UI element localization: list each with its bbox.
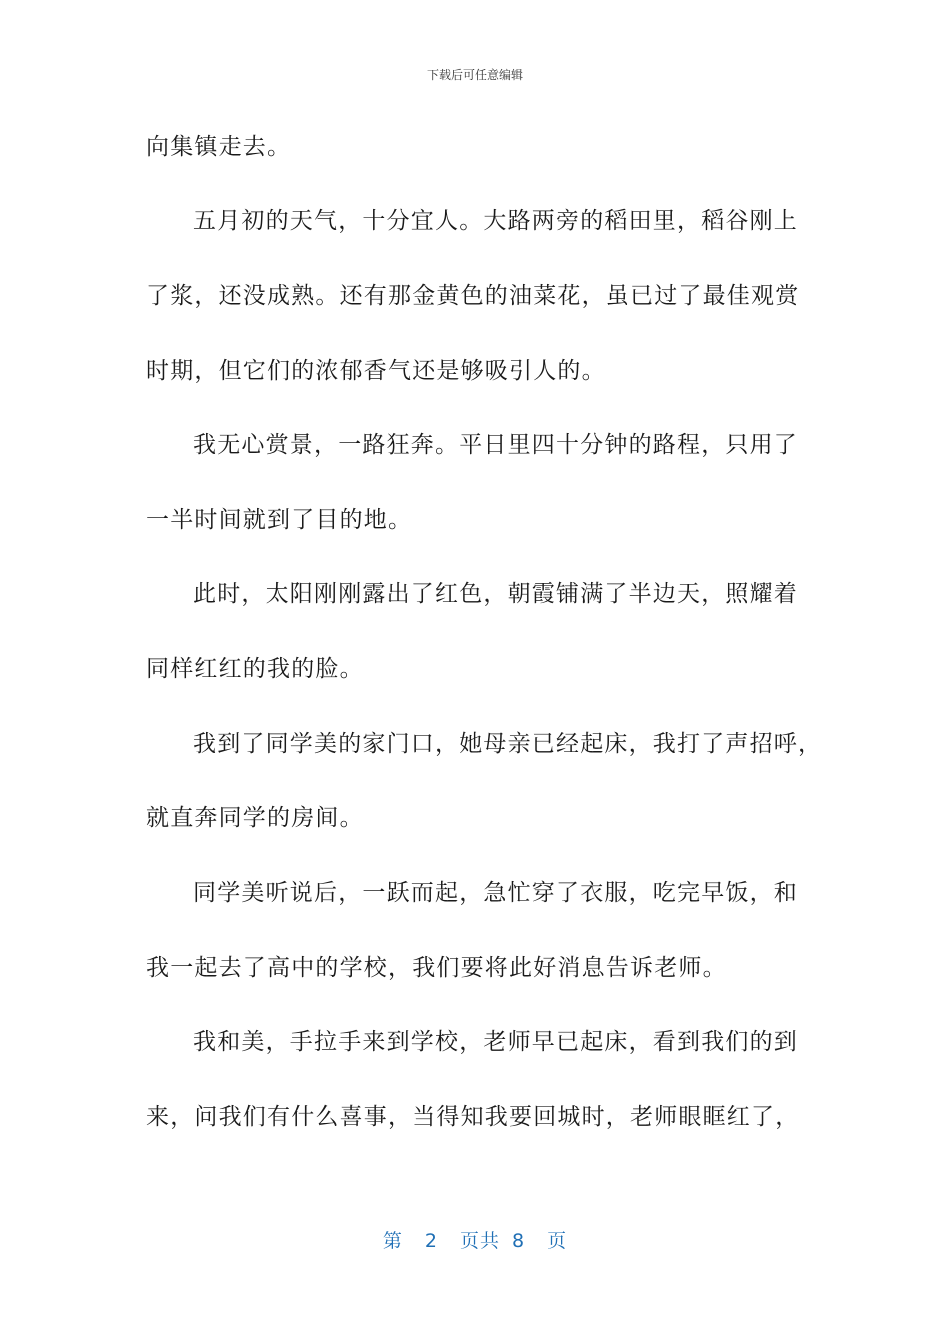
- paragraph-line: 来，问我们有什么喜事，当得知我要回城时，老师眼眶红了，: [146, 1104, 800, 1130]
- page-number-footer: [0, 1226, 950, 1253]
- paragraph-line: 此时，太阳刚刚露出了红色，朝霞铺满了半边天，照耀着: [193, 581, 798, 607]
- current-page-number: 2: [424, 1230, 438, 1252]
- paragraph-line: 同样红红的我的脸。: [146, 656, 364, 682]
- paragraph-line: 就直奔同学的房间。: [146, 805, 364, 831]
- total-pages-number: 8: [512, 1230, 526, 1252]
- paragraph-line: 同学美听说后，一跃而起，急忙穿了衣服，吃完早饭，和: [193, 880, 798, 906]
- paragraph-line: 我和美，手拉手来到学校，老师早已起床，看到我们的到: [193, 1029, 798, 1055]
- paragraph-line: 向集镇走去。: [146, 134, 292, 160]
- paragraph-line: 时期，但它们的浓郁香气还是够吸引人的。: [146, 358, 606, 384]
- paragraph-line: 我一起去了高中的学校，我们要将此好消息告诉老师。: [146, 955, 727, 981]
- paragraph-line: 了浆，还没成熟。还有那金黄色的油菜花，虽已过了最佳观赏: [146, 283, 800, 309]
- header-note: 下载后可任意编辑: [426, 68, 523, 82]
- footer-suffix: 页: [547, 1230, 568, 1252]
- footer-prefix: 第: [382, 1230, 403, 1252]
- paragraph-line: 五月初的天气，十分宜人。大路两旁的稻田里，稻谷刚上: [193, 208, 798, 234]
- paragraph-line: 我无心赏景，一路狂奔。平日里四十分钟的路程，只用了: [193, 432, 798, 458]
- paragraph-line: 一半时间就到了目的地。: [146, 507, 413, 533]
- footer-middle: 页共: [459, 1230, 500, 1252]
- paragraph-line: 我到了同学美的家门口，她母亲已经起床，我打了声招呼，: [193, 731, 823, 757]
